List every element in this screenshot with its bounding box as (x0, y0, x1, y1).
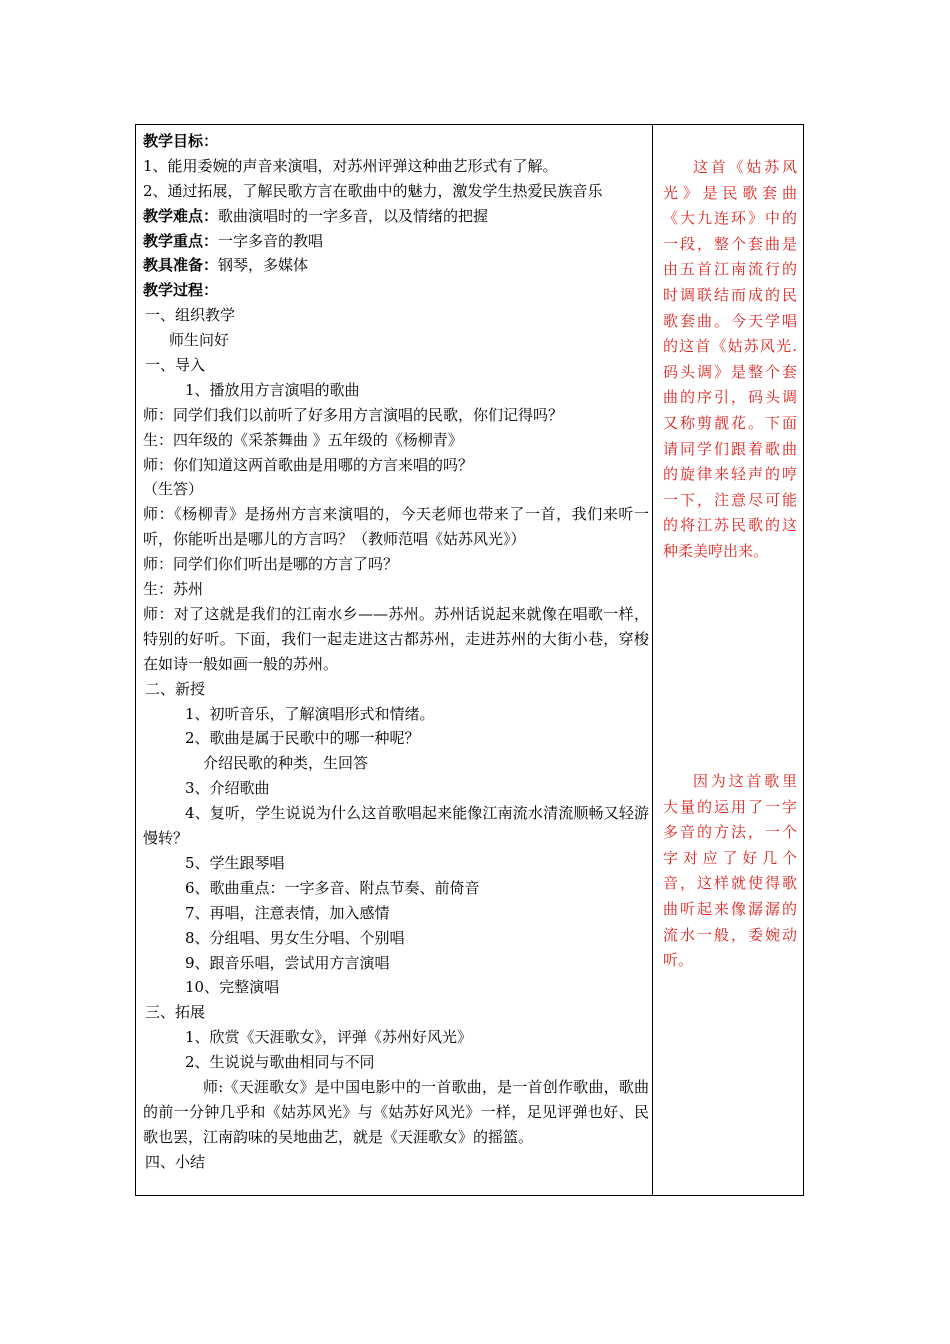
list-item: 5、学生跟琴唱 (185, 853, 285, 872)
tools-label: 教具准备： (143, 256, 219, 275)
dialogue-paragraph: 师：对了这就是我们的江南水乡——苏州。苏州话说起来就像在唱歌一样，特别的好听。下面，我们一起走进这古都苏州，走进苏州的大街小巷，穿梭在如诗一般如画一般的苏州。 (143, 604, 649, 673)
list-item: 介绍民歌的种类，生回答 (203, 754, 369, 773)
list-item: 6、歌曲重点：一字多音、附点节奏、前倚音 (185, 878, 480, 897)
list-item: 10、完整演唱 (185, 978, 280, 997)
lesson-plan-table (135, 124, 804, 1196)
difficulty-row (143, 204, 649, 229)
difficulty-text: 歌曲演唱时的一字多音，以及情绪的把握 (218, 206, 489, 225)
objective-1: 1、能用委婉的声音来演唱，对苏州评弹这种曲艺形式有了解。 (143, 156, 558, 175)
list-item: 1、播放用方言演唱的歌曲 (185, 380, 360, 399)
section-heading: 三、拓展 (145, 1003, 206, 1022)
objective-2: 2、通过拓展，了解民歌方言在歌曲中的魅力，激发学生热爱民族音乐 (143, 181, 603, 200)
tools-text: 钢琴，多媒体 (218, 256, 309, 275)
main-column (143, 129, 649, 1175)
section-heading: 一、组织教学 (145, 306, 236, 325)
objectives-heading: 教学目标： (143, 132, 219, 150)
key-text: 一字多音的教唱 (218, 231, 324, 250)
tools-row (143, 253, 649, 278)
dialogue-line: （生答） (143, 480, 204, 499)
section-heading: 四、小结 (145, 1152, 206, 1171)
list-item: 7、再唱，注意表情，加入感情 (185, 903, 390, 922)
list-item: 3、介绍歌曲 (185, 779, 270, 798)
dialogue-paragraph: 师：《杨柳青》是扬州方言来演唱的，今天老师也带来了一首，我们来听一听，你能听出是哪儿的方言吗？（教师范唱《姑苏风光》） (143, 505, 649, 549)
dialogue-line: 师：你们知道这两首歌曲是用哪的方言来唱的吗？ (143, 455, 474, 474)
process-heading: 教学过程： (143, 281, 219, 300)
list-item: 1、欣赏《天涯歌女》，评弹《苏州好风光》 (185, 1028, 473, 1047)
key-row (143, 229, 649, 254)
side-note-1: 这首《姑苏风光》是民歌套曲《大九连环》中的一段，整个套曲是由五首江南流行的时调联结而成的民歌套曲。今天学唱的这首《姑苏风光.码头调》是整个套曲的序引，码头调又称剪靓花。下面请同学们跟着歌曲的旋律来轻声的哼一下，注意尽可能的将江苏民歌的这种柔美哼出来。 (663, 158, 797, 560)
dialogue-line: 师：同学们我们以前听了好多用方言演唱的民歌，你们记得吗？ (143, 405, 564, 424)
section-heading: 二、新授 (145, 679, 206, 698)
column-divider (652, 125, 653, 1195)
side-note-2: 因为这首歌里大量的运用了一字多音的方法，一个字对应了好几个音，这样就使得歌曲听起来像潺潺的流水一般，委婉动听。 (663, 772, 797, 970)
list-item: 师生问好 (169, 331, 230, 350)
dialogue-paragraph: 师:《天涯歌女》是中国电影中的一首歌曲，是一首创作歌曲，歌曲的前一分钟几乎和《姑苏风光》与《姑苏好风光》一样，足见评弹也好、民歌也罢，江南韵味的吴地曲艺，就是《天涯歌女》的摇篮。 (143, 1077, 649, 1146)
list-item: 9、跟音乐唱，尝试用方言演唱 (185, 953, 390, 972)
dialogue-line: 生：苏州 (143, 580, 204, 599)
list-item: 2、歌曲是属于民歌中的哪一种呢？ (185, 729, 420, 748)
difficulty-label: 教学难点： (143, 206, 219, 225)
list-item: 8、分组唱、男女生分唱、个别唱 (185, 928, 405, 947)
key-label: 教学重点： (143, 231, 219, 250)
dialogue-line: 生：四年级的《采茶舞曲 》五年级的《杨柳青》 (143, 430, 463, 449)
list-item: 1、初听音乐，了解演唱形式和情绪。 (185, 704, 435, 723)
section-heading: 一、导入 (145, 356, 206, 375)
list-item: 4、复听，学生说说为什么这首歌唱起来能像江南流水清流顺畅又轻游慢转？ (143, 804, 649, 848)
dialogue-line: 师：同学们你们听出是哪的方言了吗？ (143, 555, 399, 574)
list-item: 2、生说说与歌曲相同与不同 (185, 1053, 375, 1072)
